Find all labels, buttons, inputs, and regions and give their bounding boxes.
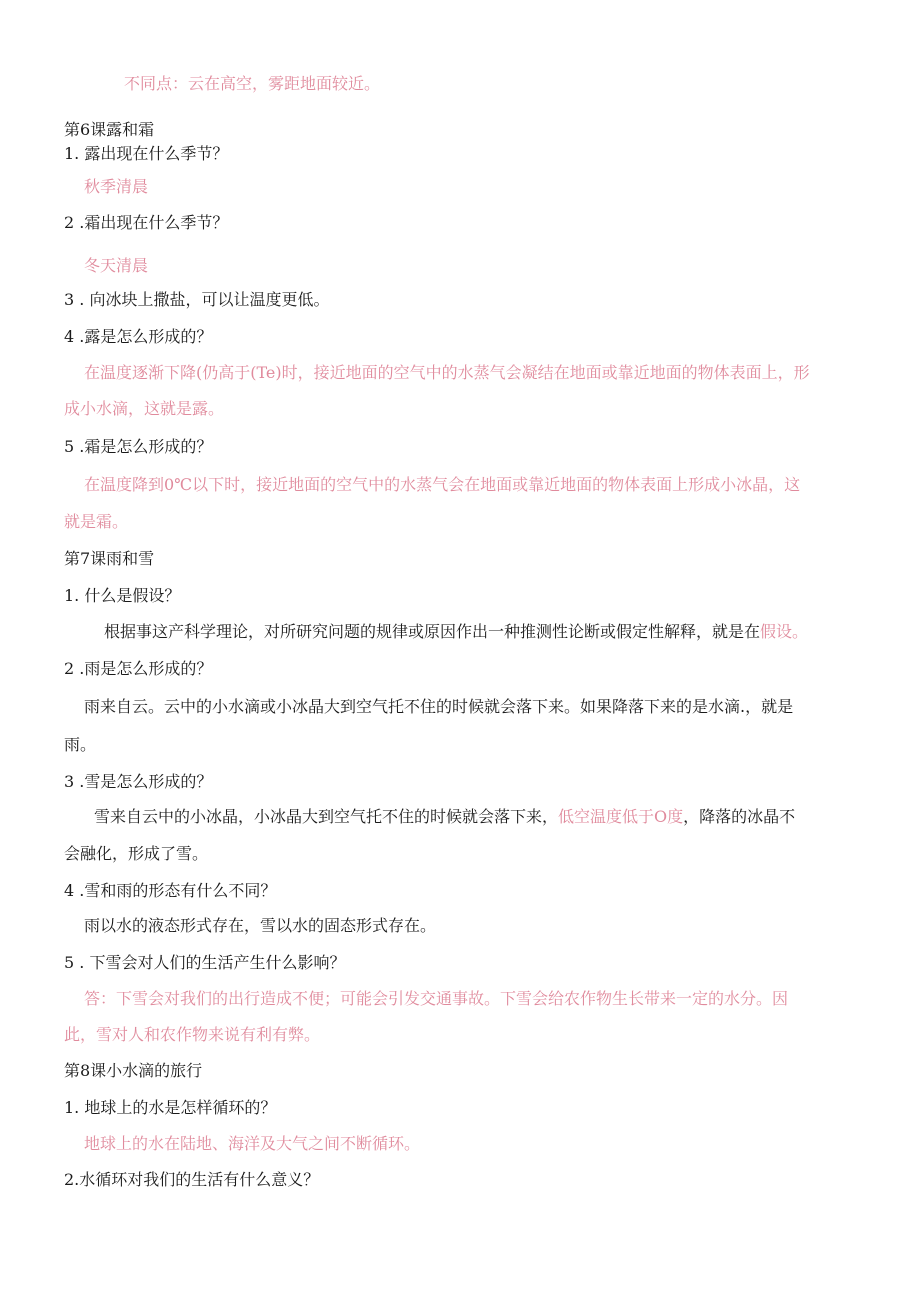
answer-difference-cloud-fog: 不同点：云在高空，雾距地面较近。 xyxy=(124,74,381,93)
answer-hypothesis-text: 根据事这产科学理论，对所研究问题的规律或原因作出一种推测性论断或假定性解释，就是在 xyxy=(104,622,761,641)
answer-snow-rain-difference: 雨以水的液态形式存在，雪以水的固态形式存在。 xyxy=(84,916,437,935)
question-snow-rain-difference: 4 .雪和雨的形态有什么不同？ xyxy=(64,881,277,900)
fact-salt-ice: 3 . 向冰块上撒盐，可以让温度更低。 xyxy=(64,290,330,309)
answer-snow-impact-1: 答：下雪会对我们的出行造成不便；可能会引发交通事故。下雪会给农作物生长带来一定的水分。因 xyxy=(84,989,789,1008)
question-frost-formation: 5 .霜是怎么形成的？ xyxy=(64,437,213,456)
lesson-8-title: 第8课小水滴的旅行 xyxy=(64,1061,203,1080)
answer-snow-formation-1 xyxy=(94,806,795,828)
question-snow-formation: 3 .雪是怎么形成的？ xyxy=(64,772,213,791)
answer-dew-season: 秋季清晨 xyxy=(84,177,149,196)
answer-snow-formation-2: 会融化，形成了雪。 xyxy=(64,844,209,863)
answer-snow-highlight: 低空温度低于O度 xyxy=(558,807,684,826)
answer-dew-formation-2: 成小水滴，这就是露。 xyxy=(64,399,225,418)
answer-snow-text-a: 雪来自云中的小冰晶，小冰晶大到空气托不住的时候就会落下来， xyxy=(94,807,559,826)
answer-snow-impact-2: 此，雪对人和农作物来说有利有弊。 xyxy=(64,1025,321,1044)
question-dew-formation: 4 .露是怎么形成的？ xyxy=(64,327,213,346)
question-frost-season: 2 .霜出现在什么季节？ xyxy=(64,213,229,232)
answer-frost-formation-2: 就是霜。 xyxy=(64,512,129,531)
answer-snow-text-c: ，降落的冰晶不 xyxy=(683,807,796,826)
answer-rain-formation-2: 雨。 xyxy=(64,735,97,754)
question-water-cycle-meaning: 2.水循环对我们的生活有什么意义？ xyxy=(64,1170,320,1189)
answer-frost-formation-1: 在温度降到0℃以下时，接近地面的空气中的水蒸气会在地面或靠近地面的物体表面上形成小冰晶，这 xyxy=(84,475,801,494)
answer-frost-season: 冬天清晨 xyxy=(84,256,149,275)
answer-dew-formation-1: 在温度逐渐下降(仍高于(Te)时，接近地面的空气中的水蒸气会凝结在地面或靠近地面的物体表面上，形 xyxy=(84,363,810,382)
answer-hypothesis-term: 假设。 xyxy=(760,622,809,641)
lesson-6-title: 第6课露和霜 xyxy=(64,120,155,139)
question-dew-season: 1. 露出现在什么季节？ xyxy=(64,144,229,163)
answer-hypothesis xyxy=(104,621,808,643)
question-snow-impact: 5 . 下雪会对人们的生活产生什么影响？ xyxy=(64,953,346,972)
question-hypothesis: 1. 什么是假设？ xyxy=(64,586,181,605)
question-water-cycle: 1. 地球上的水是怎样循环的？ xyxy=(64,1098,277,1117)
lesson-7-title: 第7课雨和雪 xyxy=(64,549,155,568)
answer-water-cycle: 地球上的水在陆地、海洋及大气之间不断循环。 xyxy=(84,1134,421,1153)
question-rain-formation: 2 .雨是怎么形成的？ xyxy=(64,659,213,678)
answer-rain-formation-1: 雨来自云。云中的小水滴或小冰晶大到空气托不住的时候就会落下来。如果降落下来的是水滴.，就是 xyxy=(84,697,794,716)
